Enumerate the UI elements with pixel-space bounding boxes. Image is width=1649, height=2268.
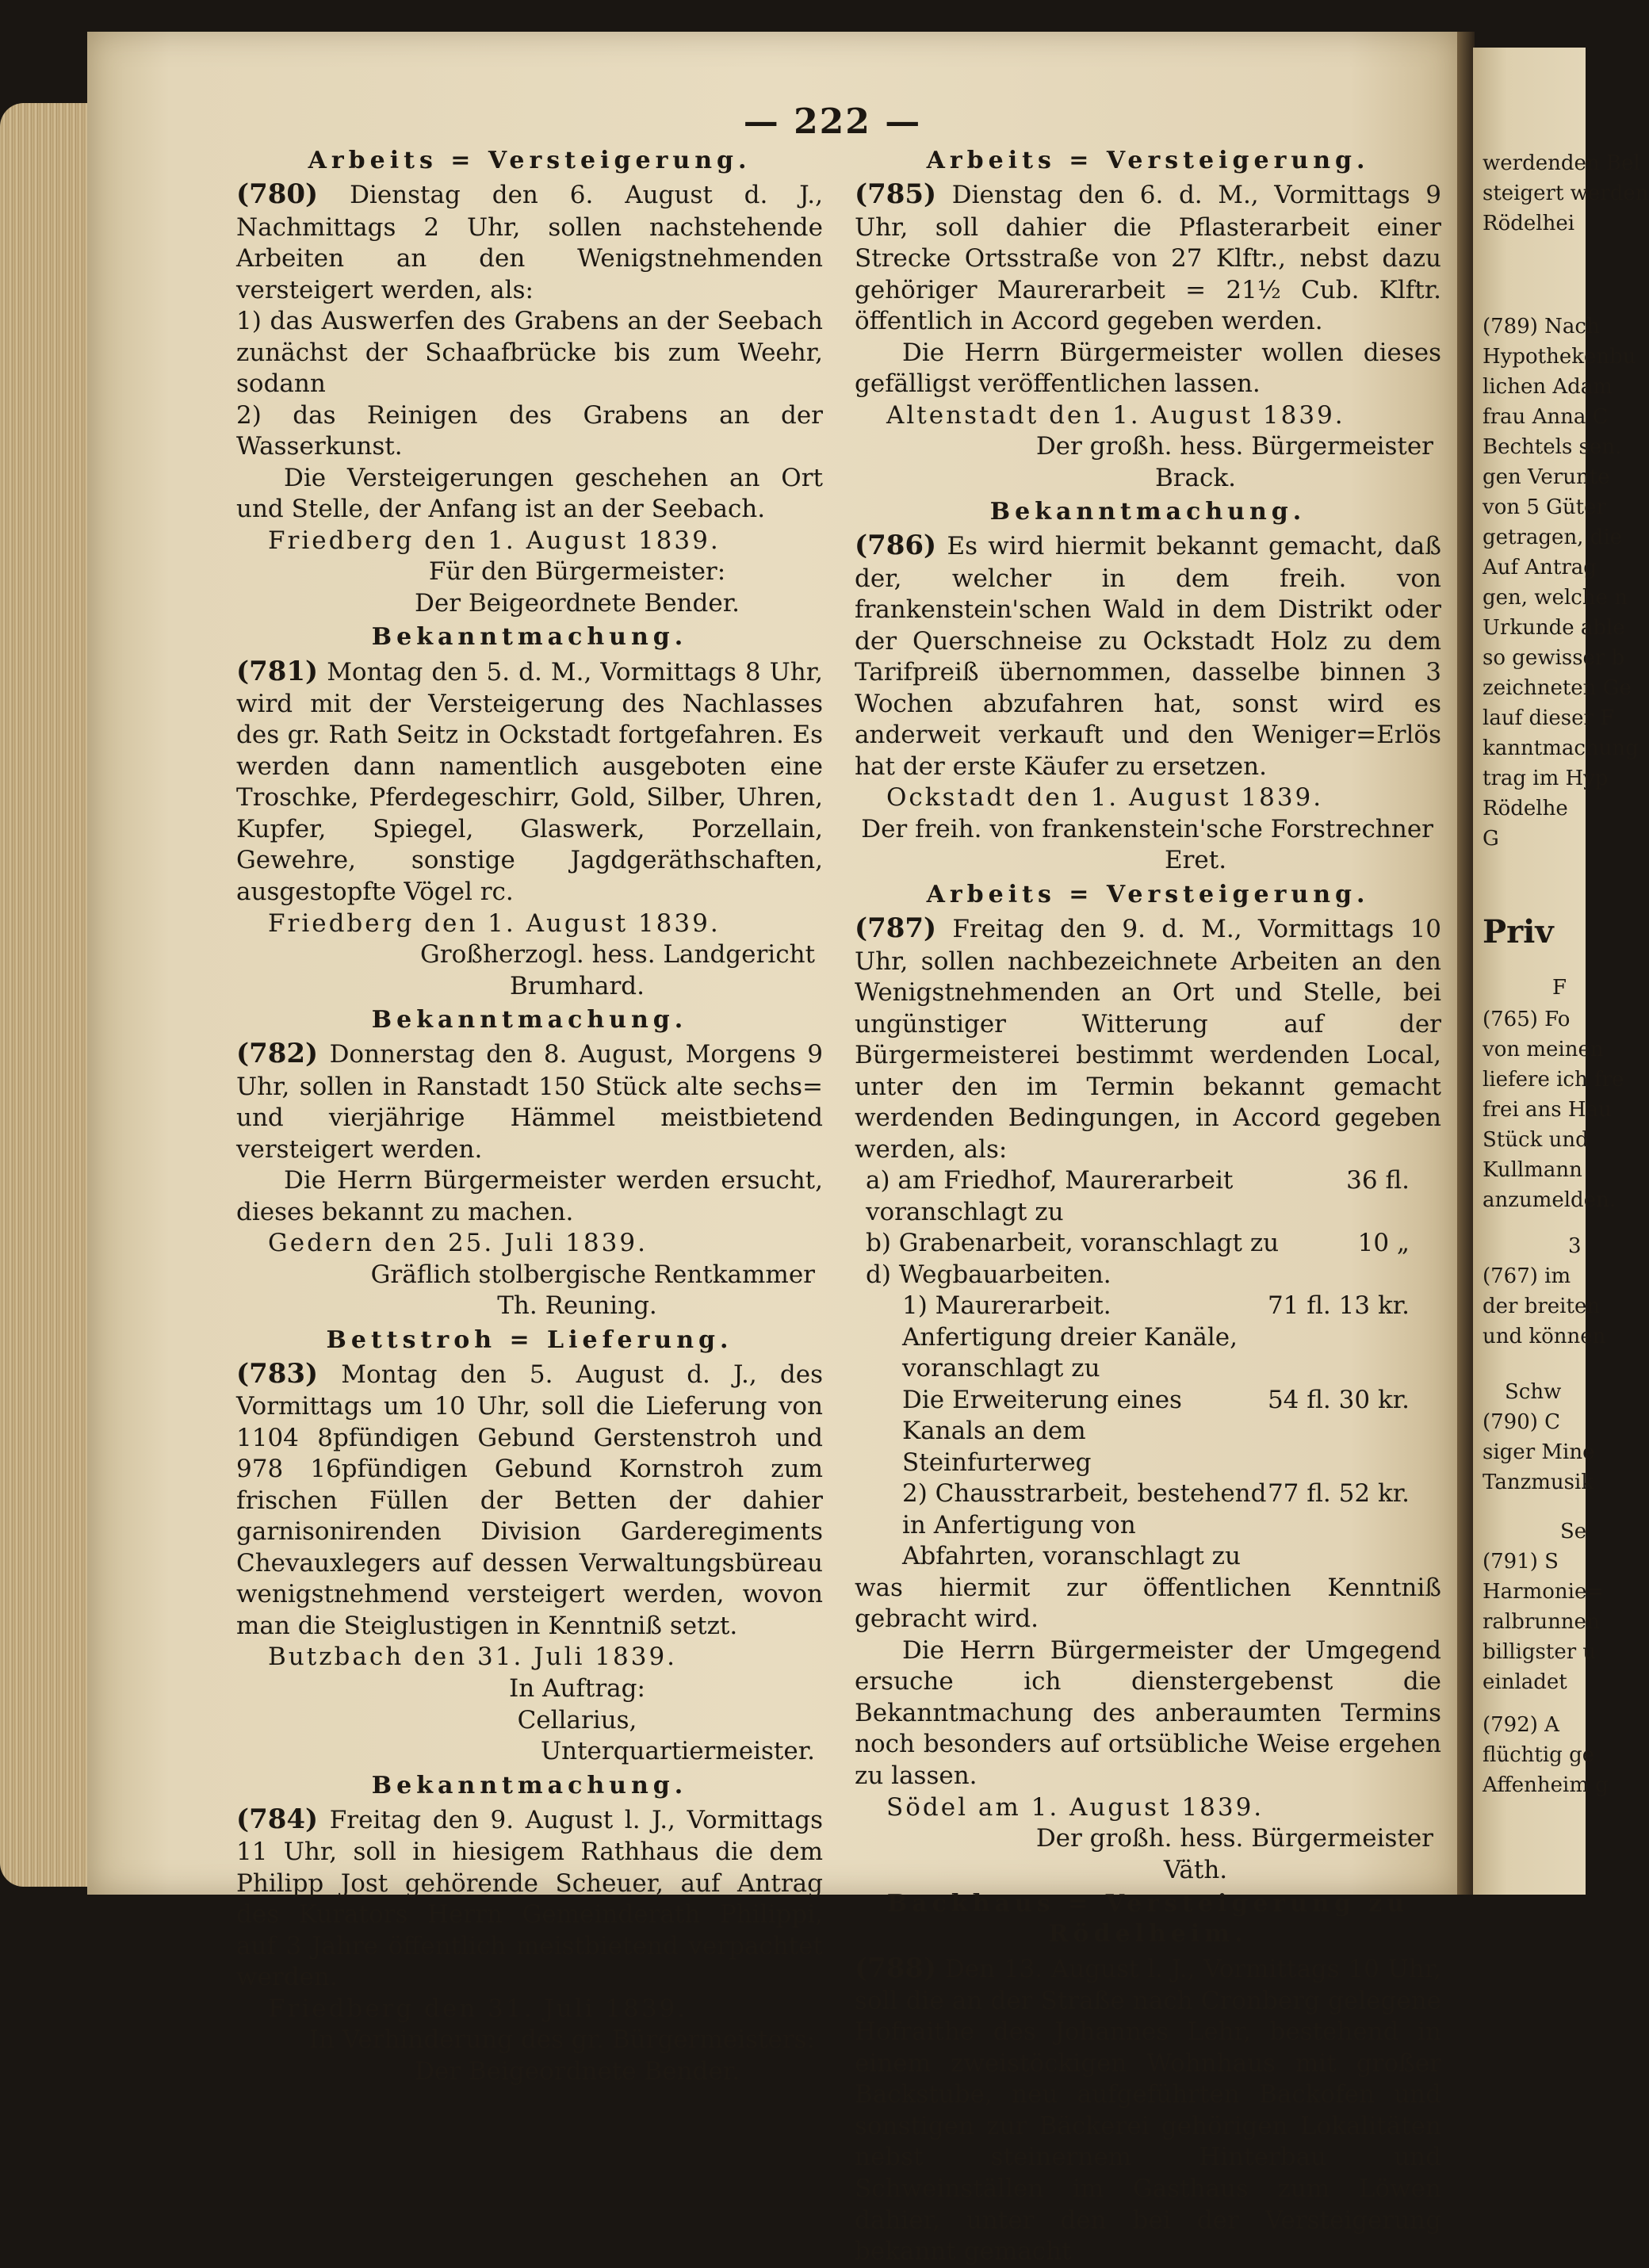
fragment: Rödelhe: [1483, 797, 1568, 820]
notice-signature: Väth.: [1163, 1855, 1228, 1884]
fragment: (767) im: [1483, 1264, 1571, 1288]
cost-value: 36 fl.: [1346, 1166, 1410, 1195]
fragment: (765) Fo: [1483, 1008, 1571, 1031]
fragment: Rödelhei: [1483, 212, 1575, 235]
notice-number: (787): [855, 912, 937, 945]
notice-heading: Arbeits = Versteigerung.: [926, 880, 1370, 908]
fragment: Urkunde able: [1483, 616, 1625, 640]
notice-780: [236, 146, 823, 619]
fragment: werdenden Bel: [1483, 151, 1640, 175]
next-page-edge: [1473, 48, 1649, 1895]
notice-item: 1) das Auswerfen des Grabens an der Seebach zunächst der Schaafbrücke bis zum Weehr, sodann: [236, 307, 823, 399]
cost-row: [855, 1478, 1441, 1573]
notice-text: Freitag den 9. August l. J., Vormittags 11 Uhr, soll in hiesigem Rathhaus die dem Philipp Jost gehörende Scheuer, auf Antrag des Kurators Herrn Gemeinderath Philippi, auf 3 Jahre öffentlich meistbietend verpachtet werden.: [236, 1805, 823, 1992]
notice-text: Dienstag den 6. d. M., Vormittags 9 Uhr, soll dahier die Pflasterarbeit einer Strecke Ortsstraße von 27 Klftr., nebst dazu gehöriger Maurerarbeit = 21½ Cub. Klftr. öffentlich in Accord gegeben werden.: [855, 181, 1442, 336]
fragment: (791) S: [1483, 1550, 1559, 1574]
fragment: Auf Antrag: [1483, 556, 1597, 579]
notice-signature: Th. Reuning.: [497, 1291, 657, 1321]
notice-signature: In Verhinderung des gr. Bürgermeisters:: [308, 2025, 815, 2055]
notice-heading: Bekanntmachung.: [371, 623, 688, 652]
fragment: Harmonie=: [1483, 1580, 1605, 1604]
fragment: siger Mine: [1483, 1440, 1595, 1464]
fragment: Bechtels sen.: [1483, 435, 1622, 459]
notice-place-date: Butzbach den 31. Juli 1839.: [268, 1643, 678, 1672]
notice-heading: Bettstroh = Lieferung.: [326, 1325, 733, 1354]
fragment: Affenheim g: [1483, 1773, 1609, 1797]
notice-signature: Der großh. hess. Bürgermeister: [1035, 1824, 1433, 1853]
notice-number: (781): [236, 655, 319, 687]
notice-788: [855, 1889, 1441, 2267]
notice-signature: Brumhard.: [510, 971, 645, 1000]
fragment: G: [1483, 827, 1499, 851]
fragment: frau Anna C: [1483, 405, 1609, 429]
fragment: Hypothekenbu: [1483, 345, 1636, 369]
notice-signature: Der großh. hess. Bürgermeister: [1035, 432, 1433, 461]
notice-place-date: Södel am 1. August 1839.: [886, 1792, 1264, 1822]
notice-text: Die Herrn Bürgermeister der Umgegend ersuche ich dienstergebenst die Bekanntmachung des anberaumten Termins noch besonders auf ortsübliche Weise ergehen zu lassen.: [855, 1635, 1441, 1790]
notice-782: [236, 1005, 823, 1322]
notice-number: (785): [855, 178, 937, 211]
notice-signature: Brack.: [1154, 463, 1237, 492]
notice-signature: Eret.: [1164, 846, 1227, 875]
notice-signature: Cellarius,: [517, 1705, 637, 1734]
fragment: gen Verunte: [1483, 465, 1610, 489]
notice-signature: Gräflich stolbergische Rentkammer: [370, 1260, 815, 1289]
notice-787: [855, 880, 1441, 1886]
left-column: [236, 143, 823, 2087]
notice-heading: Arbeits = Versteigerung.: [308, 147, 752, 174]
notice-place-date: Friedberg den 31. Juli 1839.: [268, 1994, 688, 2023]
fragment: einladet: [1483, 1670, 1567, 1694]
notice-signature: Der Beigeordnete Bender.: [415, 2056, 740, 2086]
cost-label: 2) Chausstrarbeit, bestehend in Anfertigung von Abfahrten, voranschlagt zu: [902, 1479, 1267, 1571]
notice-783: [236, 1325, 823, 1768]
cost-value: 77 fl. 52 kr.: [1267, 1479, 1410, 1509]
notice-signature: Großherzogl. hess. Landgericht: [420, 940, 815, 970]
notice-number: (784): [236, 1803, 319, 1835]
notice-heading: Backhaus = Versteigerung zu Rödelheim.: [886, 1890, 1410, 1949]
cost-label: b) Grabenarbeit, voranschlagt zu: [866, 1229, 1280, 1258]
fragment: der breiten: [1483, 1295, 1601, 1318]
notice-place-date: Gedern den 25. Juli 1839.: [268, 1229, 648, 1258]
notice-number: (788): [855, 1952, 937, 1984]
fragment: Priv: [1483, 913, 1554, 950]
notice-text: Montag den 5. August d. J., des Vormittags um 10 Uhr, soll die Lieferung von 1104 8pfündigen Gebund Gerstenstroh und 978 16pfündigen Gebund Kornstroh zum frischen Füllen der Betten der dahier garnisonirenden Division Garderegiments Chevauxlegers auf dessen Verwaltungsbüreau wenigstnehmend versteigert werden, wovon man die Steiglustigen in Kenntniß setzt.: [236, 1360, 823, 1640]
cost-row: [855, 1165, 1441, 1228]
cost-label: a) am Friedhof, Maurerarbeit voranschlagt zu: [866, 1166, 1234, 1226]
notice-text: Freitag den 9. d. M., Vormittags 10 Uhr, sollen nachbezeichnete Arbeiten an den Wenigstnehmenden an Ort und Stelle, bei ungünstiger Witterung auf der Bürgermeisterei bestimmt werdenden Local, unter den im Termin bekannt gemacht werdenden Bedingungen, in Accord gegeben werden, als:: [855, 915, 1442, 1164]
fragment: (792) A: [1483, 1713, 1559, 1737]
fragment: so gewisser b: [1483, 646, 1625, 670]
fragment: (789) Nach: [1483, 315, 1600, 338]
cost-label: d) Wegbauarbeiten.: [866, 1260, 1111, 1289]
cost-label: 1) Maurerarbeit. Anfertigung dreier Kanäle, voranschlagt zu: [902, 1291, 1238, 1383]
notice-784: [236, 1771, 823, 2088]
notice-text: Donnerstag den 8. August, Morgens 9 Uhr, sollen in Ranstadt 150 Stück alte sechs= und vierjährige Hämmel meistbietend versteigert werden.: [236, 1040, 823, 1164]
notice-item: 2) das Reinigen des Grabens an der Wasserkunst.: [236, 400, 823, 461]
notice-signature: Für den Bürgermeister:: [428, 557, 726, 587]
notice-text: Die Versteigerungen geschehen an Ort und Stelle, der Anfang ist an der Seebach.: [236, 463, 823, 524]
right-column: [855, 143, 1441, 2268]
cost-row: [855, 1291, 1441, 1385]
fragment: F: [1552, 976, 1567, 1000]
notice-text: Es wird hiermit bekannt gemacht, daß der, welcher in dem freih. von frankenstein'schen Wald in dem Distrikt oder der Querschneise zu Ockstadt Holz zu dem Tarifpreiß übernommen, dasselbe binnen 3 Wochen abzufahren hat, sonst wird es anderweit verkauft und den Weniger=Erlös hat der erste Käufer zu ersetzen.: [855, 532, 1441, 781]
fragment: billigster u: [1483, 1640, 1597, 1664]
fragment: zeichneten Ge: [1483, 676, 1632, 700]
notice-place-date: Friedberg den 1. August 1839.: [268, 908, 721, 938]
fragment: frei ans Hau: [1483, 1098, 1612, 1122]
notice-text: Dienstag den 6. August d. J., Nachmittags 2 Uhr, sollen nachstehende Arbeiten an den Wenigstnehmenden versteigert werden, als:: [236, 181, 824, 304]
notice-signature: Der Beigeordnete Bender.: [415, 588, 740, 618]
notice-place-date: Altenstadt den 1. August 1839.: [886, 400, 1345, 430]
notice-signature: In Auftrag:: [509, 1674, 645, 1703]
cost-label: Die Erweiterung eines Kanals an dem Steinfurterweg: [902, 1385, 1182, 1477]
cost-value: 54 fl. 30 kr.: [1267, 1385, 1410, 1414]
fragment: steigert werden: [1483, 182, 1649, 205]
notice-number: (780): [236, 178, 319, 211]
fragment: Se: [1560, 1520, 1587, 1543]
fragment: 3: [1568, 1234, 1582, 1258]
fragment: anzumelden.: [1483, 1188, 1616, 1212]
notice-786: [855, 497, 1441, 877]
fragment: lichen Adam: [1483, 375, 1613, 399]
fragment: trag im Hyp: [1483, 767, 1609, 790]
fragment: Schw: [1505, 1380, 1562, 1404]
cost-row: [855, 1385, 1441, 1479]
fragment: Tanzmusik: [1483, 1471, 1594, 1494]
notice-text: was hiermit zur öffentlichen Kenntniß gebracht wird.: [855, 1573, 1441, 1634]
notice-785: [855, 146, 1441, 494]
cost-value: 10 „: [1357, 1229, 1410, 1258]
fragment: und können: [1483, 1325, 1606, 1348]
notice-number: (782): [236, 1038, 319, 1070]
notice-number: (786): [855, 530, 937, 562]
fragment: lauf dieser F: [1483, 706, 1615, 730]
notice-text: Montag den 5. d. M., Vormittags 8 Uhr, wird mit der Versteigerung des Nachlasses des gr. Rath Seitz in Ockstadt fortgefahren. Es werden dann namentlich ausgeboten eine Troschke, Pferdegeschirr, Gold, Silber, Uhren, Kupfer, Spiegel, Glaswerk, Porzellain, Gewehre, sonstige Jagdgeräthschaften, ausgestopfte Vögel rc.: [236, 657, 823, 906]
book-gutter: [1457, 32, 1475, 1895]
fragment: ralbrunnen: [1483, 1610, 1600, 1634]
fragment: flüchtig ge: [1483, 1743, 1595, 1767]
notice-781: [236, 622, 823, 1002]
fragment: gen, welche n: [1483, 586, 1628, 610]
fragment: Kullmann: [1483, 1158, 1582, 1182]
notice-signature: Unterquartiermeister.: [541, 1737, 815, 1766]
notice-text: Die Herrn Bürgermeister wollen dieses gefälligst veröffentlichen lassen.: [855, 338, 1441, 399]
notice-heading: Bekanntmachung.: [371, 1006, 688, 1035]
notice-place-date: Ockstadt den 1. August 1839.: [886, 783, 1324, 813]
notice-heading: Bekanntmachung.: [371, 1771, 688, 1799]
fragment: von meinen: [1483, 1038, 1604, 1061]
fragment: getragen, die: [1483, 526, 1623, 549]
notice-heading: Arbeits = Versteigerung.: [926, 147, 1370, 174]
fragment: kanntmachung: [1483, 736, 1639, 760]
fragment: Stück und: [1483, 1128, 1589, 1152]
notice-text: Die Herrn Bürgermeister werden ersucht, dieses bekannt zu machen.: [236, 1166, 823, 1226]
cost-value: 71 fl. 13 kr.: [1267, 1291, 1410, 1321]
notice-place-date: Friedberg den 1. August 1839.: [268, 526, 721, 555]
notice-signature: Der freih. von frankenstein'sche Forstrechner: [861, 814, 1433, 843]
cost-row: [855, 1228, 1441, 1260]
notice-number: (783): [236, 1358, 319, 1390]
notice-heading: Bekanntmachung.: [989, 498, 1307, 526]
fragment: liefere ich fre: [1483, 1068, 1624, 1092]
fragment: (790) C: [1483, 1410, 1561, 1434]
page-number: — 222 —: [743, 101, 922, 142]
notice-text: Den 13. August l. J., Vormittags 10 Uhr, soll die an der Straße nach Cronberg gelegene Hofraithe des Johannes Lehr, bestehend in einem zweistöckigen Wohnhaus mit großer Backstube, neu aufgeführten Backofen und sonstigen zur Bäckerei gehörigen Lokalitäten nebst steinernem Hinterbau und Schweinställen im Gasthaus zum Löwen dahier, unter den bei der Versteigerung bekannt gemacht: [855, 1954, 1441, 2266]
fragment: von 5 Güter: [1483, 495, 1606, 519]
